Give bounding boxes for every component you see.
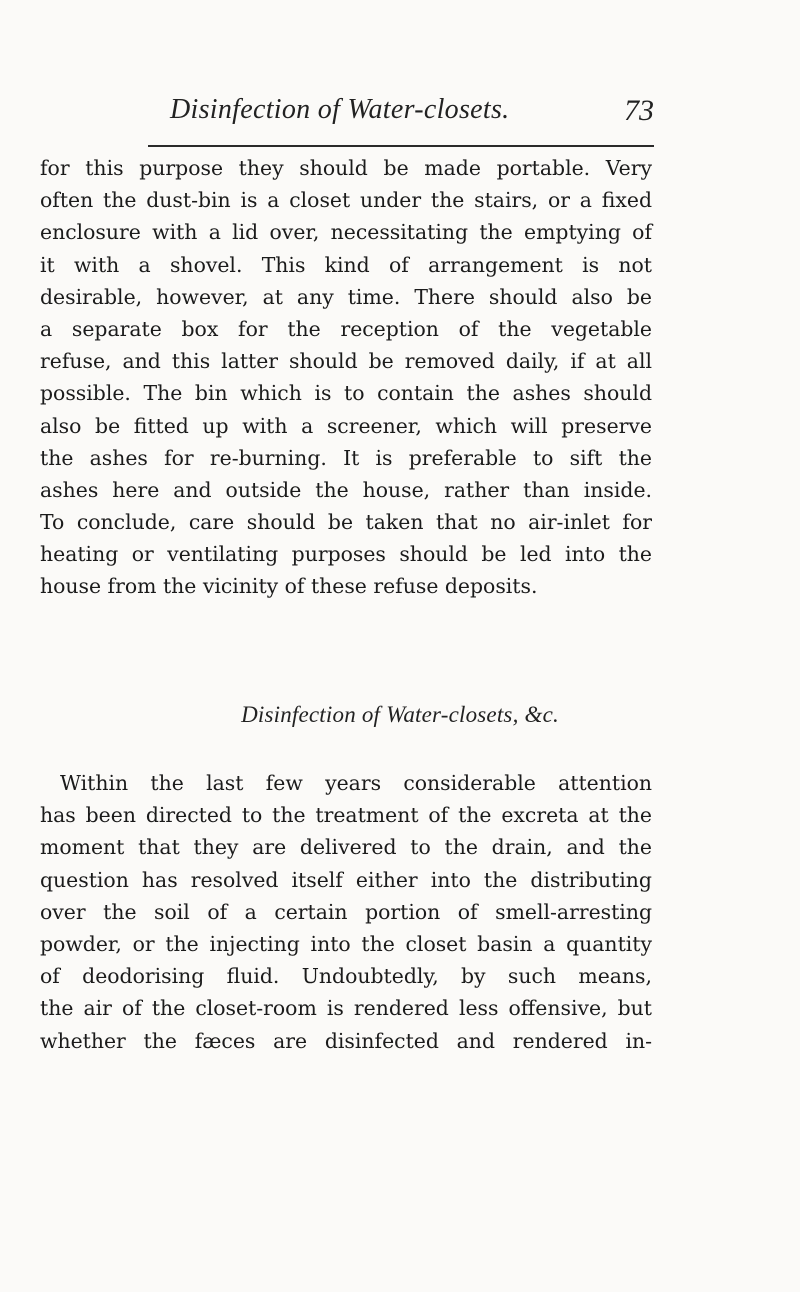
header-rule: [148, 145, 654, 147]
text-line: the ashes for re-burning. It is preferable to sift the: [40, 445, 652, 470]
text-line: also be fitted up with a screener, which will preserve: [40, 413, 652, 438]
text-line: a separate box for the reception of the vegetable: [40, 316, 652, 341]
text-line: moment that they are delivered to the drain, and the: [40, 835, 652, 860]
text-line: the air of the closet-room is rendered less offensive, but: [40, 996, 652, 1021]
paragraph-2: [40, 767, 652, 1057]
text-line: heating or ventilating purposes should be led into the: [40, 542, 652, 567]
running-title: Disinfection of Water-closets.: [170, 94, 510, 125]
text-line: for this purpose they should be made portable. Very: [40, 156, 652, 180]
text-line: ashes here and outside the house, rather than inside.: [40, 477, 652, 502]
text-line: powder, or the injecting into the closet basin a quantity: [40, 931, 652, 956]
text-line: often the dust-bin is a closet under the stairs, or a fixed: [40, 188, 652, 213]
text-line: possible. The bin which is to contain the ashes should: [40, 381, 652, 406]
text-line: over the soil of a certain portion of smell-arresting: [40, 899, 652, 924]
text-line: has been directed to the treatment of the excreta at the: [40, 803, 652, 828]
text-line: desirable, however, at any time. There should also be: [40, 284, 652, 309]
section-heading: Disinfection of Water-closets, &c.: [241, 702, 559, 727]
text-line: enclosure with a lid over, necessitating the emptying of: [40, 220, 652, 245]
paragraph-1: [40, 152, 652, 603]
page-number: 73: [624, 94, 654, 127]
text-line: of deodorising fluid. Undoubtedly, by such means,: [40, 964, 652, 989]
text-line: whether the fæces are disinfected and rendered in-: [40, 1028, 652, 1053]
text-line: Within the last few years considerable attention: [60, 771, 652, 795]
text-line: it with a shovel. This kind of arrangement is not: [40, 252, 652, 277]
text-line: question has resolved itself either into the distributing: [40, 867, 652, 892]
text-line: house from the vicinity of these refuse deposits.: [40, 574, 538, 599]
text-line: refuse, and this latter should be removed daily, if at all: [40, 349, 652, 374]
running-head: [150, 90, 660, 142]
text-line: To conclude, care should be taken that no air-inlet for: [40, 510, 652, 535]
